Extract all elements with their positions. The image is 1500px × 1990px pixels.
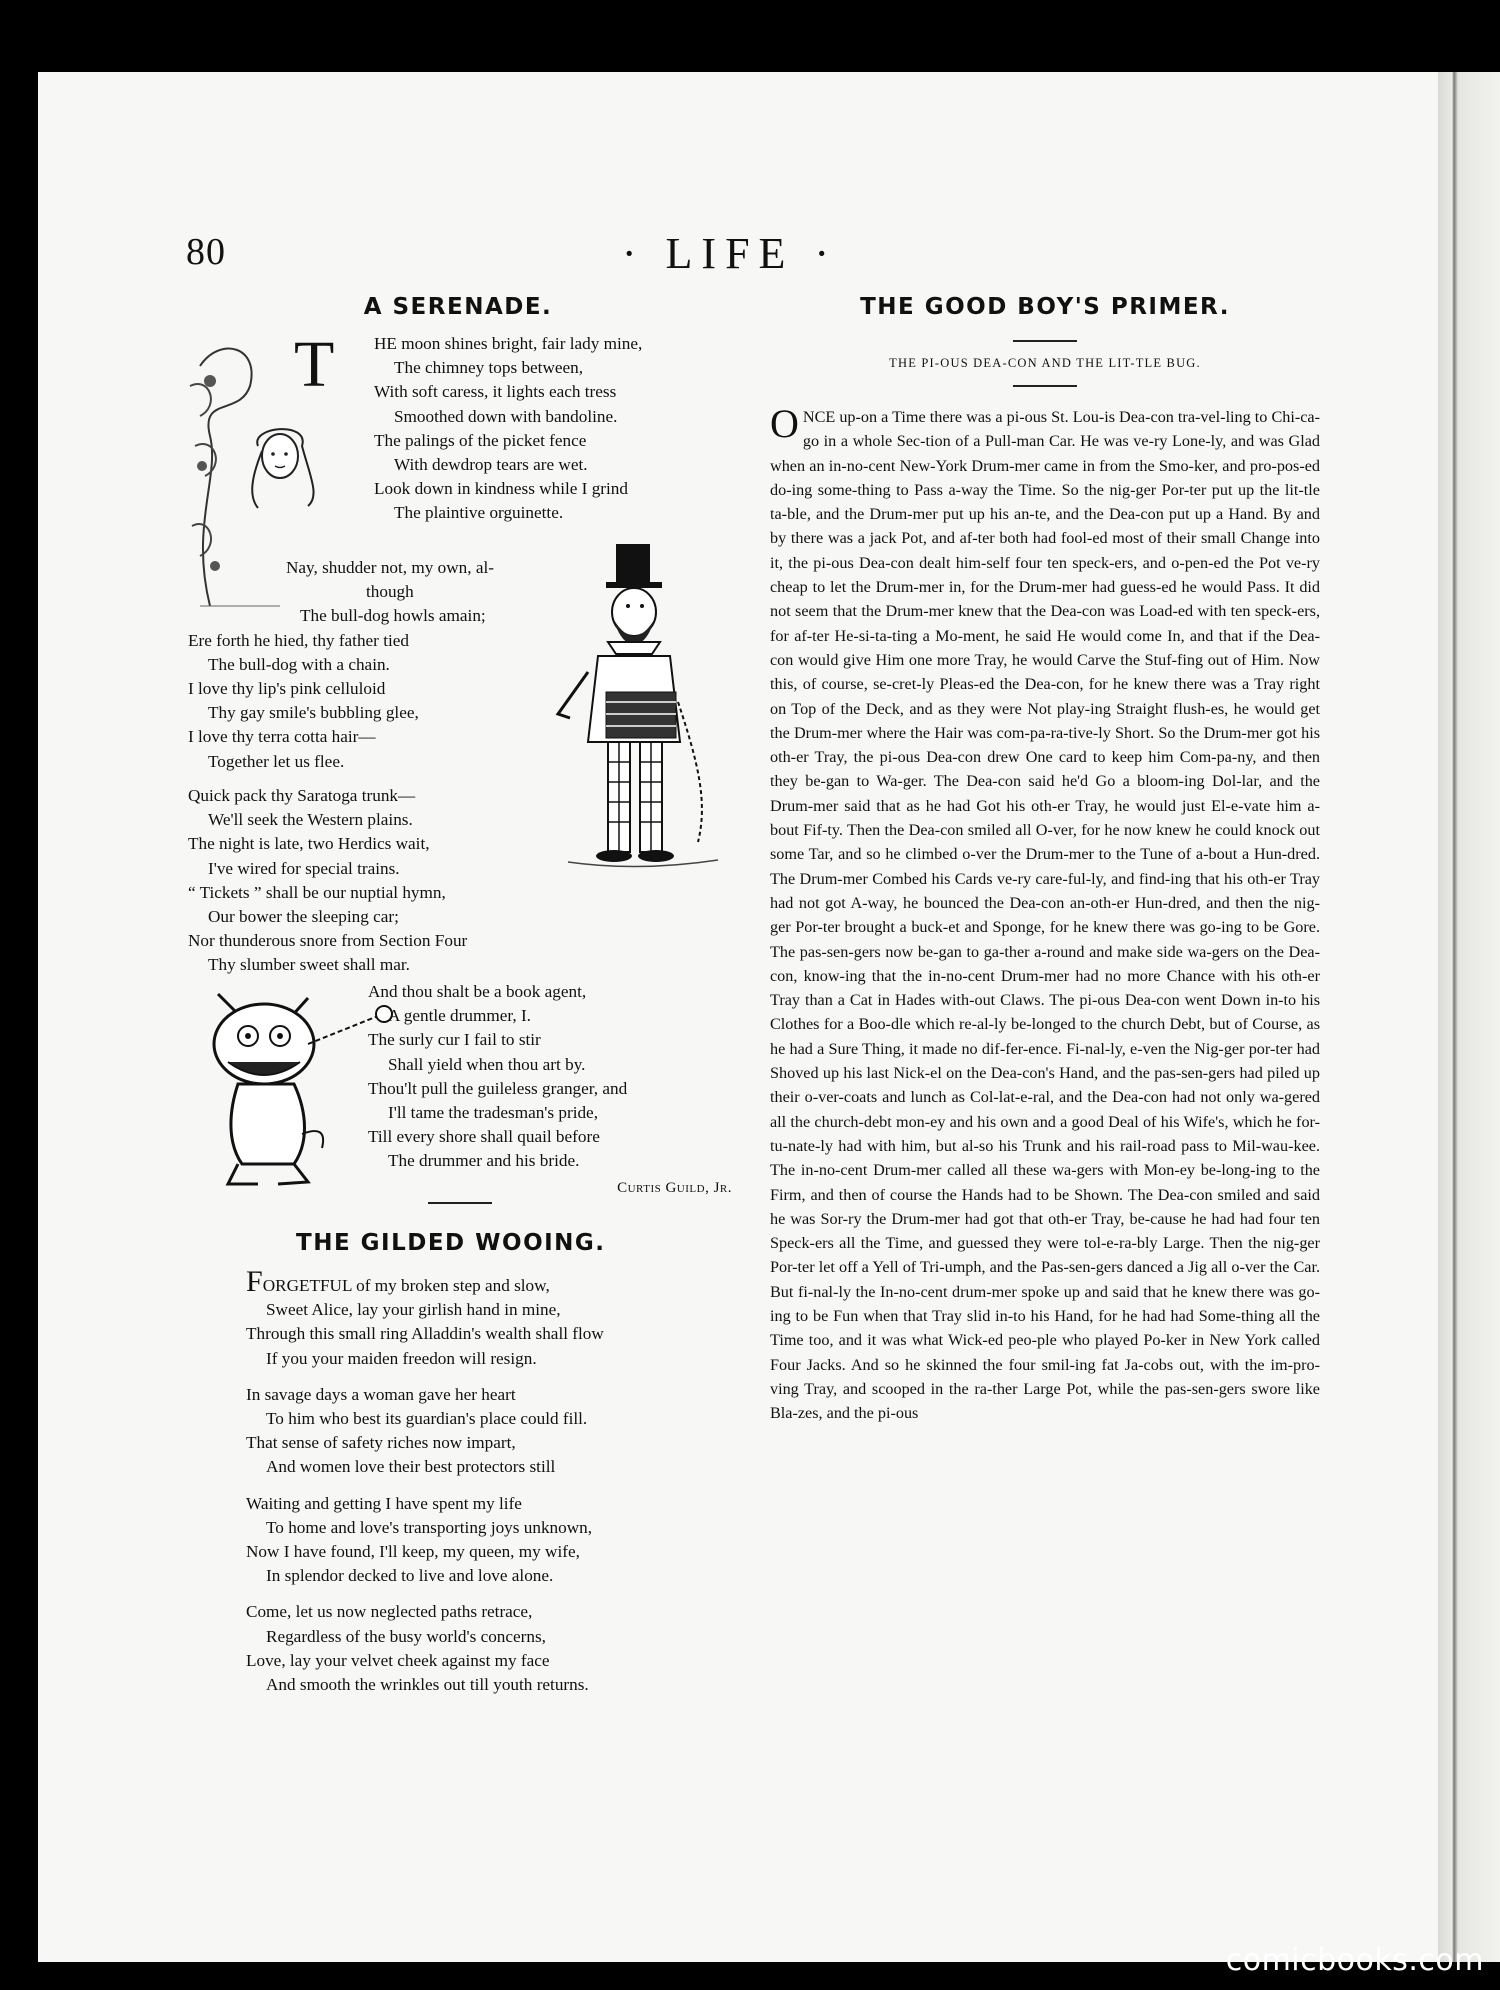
verse-line: Sweet Alice, lay your girlish hand in mine, xyxy=(266,1300,561,1320)
verse-line: Come, let us now neglected paths retrace, xyxy=(246,1602,533,1622)
verse-line: Smoothed down with bandoline. xyxy=(394,406,618,426)
verse-line: I love thy lip's pink celluloid xyxy=(188,679,386,699)
verse-line: If you your maiden freedon will resign. xyxy=(266,1348,537,1368)
verse-line: The plaintive orguinette. xyxy=(394,503,564,523)
verse-line: Nay, shudder not, my own, al- xyxy=(286,558,494,577)
serenade-author: Curtis Guild, Jr. xyxy=(617,1179,732,1196)
verse-line: Thy slumber sweet shall mar. xyxy=(208,955,410,975)
verse-line: Nor thunderous snore from Section Four xyxy=(188,931,468,951)
verse-line: HE moon shines bright, fair lady mine, xyxy=(374,334,643,353)
subtitle-rule xyxy=(1013,385,1077,387)
verse-line: Waiting and getting I have spent my life xyxy=(246,1493,522,1513)
verse-line: The night is late, two Herdics wait, xyxy=(188,834,430,854)
verse-line: ORGETFUL of my broken step and slow, xyxy=(262,1276,550,1295)
verse-line: And smooth the wrinkles out till youth returns. xyxy=(266,1675,589,1695)
verse-line: The surly cur I fail to stir xyxy=(368,1030,541,1050)
serenade-stanza-1-block xyxy=(188,328,728,528)
facing-page-edge xyxy=(1438,72,1500,1962)
serenade-stanza-2 xyxy=(188,556,548,774)
serenade-stanza-4 xyxy=(368,980,732,1200)
left-column xyxy=(188,290,732,1709)
verse-line: The chimney tops between, xyxy=(394,358,584,378)
serenade-dropcap: T xyxy=(294,328,335,401)
verse-line: To home and love's transporting joys unknown, xyxy=(266,1517,593,1537)
verse-line: “ Tickets ” shall be our nuptial hymn, xyxy=(188,882,446,902)
title-rule xyxy=(1013,340,1077,342)
verse-line: In splendor decked to live and love alone. xyxy=(266,1566,554,1586)
verse-line: The palings of the picket fence xyxy=(374,430,587,450)
verse-line: We'll seek the Western plains. xyxy=(208,810,413,830)
verse-line: though xyxy=(366,582,414,602)
verse-line: Quick pack thy Saratoga trunk— xyxy=(188,786,416,805)
primer-subtitle: THE PI-OUS DEA-CON AND THE LIT-TLE BUG. xyxy=(889,356,1201,370)
verse-line: Till every shore shall quail before xyxy=(368,1127,600,1147)
verse-line: Thy gay smile's bubbling glee, xyxy=(208,703,419,723)
verse-line: That sense of safety riches now impart, xyxy=(246,1433,516,1453)
gilded-wooing-poem xyxy=(188,1265,728,1697)
verse-line: Through this small ring Alladdin's wealth shall flow xyxy=(246,1324,604,1344)
primer-dropcap: O xyxy=(770,401,799,446)
verse-line: The bull-dog with a chain. xyxy=(208,654,390,674)
verse-line: And women love their best protectors still xyxy=(266,1457,556,1477)
gilded-stanza-4 xyxy=(246,1600,728,1697)
gilded-dropcap: F xyxy=(246,1265,263,1298)
serenade-stanza-1 xyxy=(374,332,734,526)
verse-line: Thou'lt pull the guileless granger, and xyxy=(368,1078,628,1098)
gilded-stanza-2 xyxy=(246,1383,728,1480)
verse-line: Ere forth he hied, thy father tied xyxy=(188,630,409,650)
verse-line: I love thy terra cotta hair— xyxy=(188,727,376,747)
verse-line: To him who best its guardian's place could fill. xyxy=(266,1409,588,1429)
verse-line: And thou shalt be a book agent, xyxy=(368,982,587,1001)
verse-line: In savage days a woman gave her heart xyxy=(246,1384,516,1404)
serenade-stanza-3 xyxy=(188,784,548,978)
page-number: 80 xyxy=(186,231,226,273)
verse-line: Our bower the sleeping car; xyxy=(208,907,399,927)
serenade-title: A SERENADE. xyxy=(363,294,553,320)
verse-line: With dewdrop tears are wet. xyxy=(394,455,588,475)
verse-line: The drummer and his bride. xyxy=(388,1151,580,1171)
primer-title: THE GOOD BOY'S PRIMER. xyxy=(860,294,1230,320)
primer-body-text: NCE up-on a Time there was a pi-ous St. Lou-is Dea-con tra-vel-ling to Chi-ca-go in a whole Sec-tion of a Pull-man Car. He was ve-ry Lone-ly, and was Glad when an in-no-cent New-York Drum-mer came in from the Smo-ker, and pro-pos-ed do-ing some-thing to Pass a-way the Time. So the nig-ger Por-ter put up the lit-tle ta-ble, and the Drum-mer put up his an-te, and the Dea-con put up a Hand. By and by there was a jack Pot, and af-ter both had fool-ed most of their small Change into it, the pi-ous Dea-con dealt him-self four ten speck-ers, and o-pen-ed the Pot ve-ry cheap to let the Drum-mer in, for the Drum-mer had guess-ed he would Pass. It did not seem that the Drum-mer knew that the Dea-con was Load-ed with ten speck-ers, for af-ter He-si-ta-ting a Mo-ment, he said He would come In, and that if the Dea-con would give Him one more Tray, he would Carve the Stuf-fing out of Him. Now this, of course, se-cret-ly Pleas-ed the Dea-con, for he knew there was a Tray right on Top of the Deck, and as they were Not play-ing Straight flush-es, he would get the Drum-mer where the Hair was com-pa-ra-tive-ly Short. So the Drum-mer got his oth-er Tray, the pi-ous Dea-con drew One card to keep him Com-pa-ny, and then they be-gan to Wa-ger. The Dea-con said he'd Go a bloom-ing Dol-lar, and the Drum-mer said that as he had Got his oth-er Tray, he would just El-e-vate him a-bout Fif-ty. Then the Dea-con smiled all O-ver, for he now knew he could knock out some Tar, and so he climbed o-ver the Drum-mer to the Tune of a-bout a Hun-dred. The Drum-mer Combed his Cards ve-ry care-ful-ly, and find-ing that his oth-er Tray had not got A-way, he bounced the Dea-con an-oth-er Hun-dred, and then the nig-ger Por-ter brought a buck-et and Sponge, for he knew there was go-ing to be Gore. The pas-sen-gers now be-gan to ga-ther a-round and make side wa-gers on the Dea-con, know-ing that the in-no-cent Drum-mer had no more Chance with his oth-er Tray than a Cat in Hades with-out Claws. The pi-ous Dea-con went Down in-to his Clothes for a Boo-dle which re-al-ly be-longed to the church Debt, but of Course, as he had a Sure Thing, it made no dif-fer-ence. Fi-nal-ly, e-ven the Nig-ger por-ter had Shoved up his last Nick-el on the Dea-con's Hand, and the pas-sen-gers had piled up their o-ver-coats and lunch as Col-lat-e-ral, and the Dea-con had not only wa-gered all the church-debt mon-ey and his own and a good Deal of his Wife's, which he for-tu-nate-ly had with him, but al-so his Trunk and his rail-road pass to Mil-wau-kee. The in-no-cent Drum-mer called all these wa-gers with Mon-ey be-long-ing to the Firm, and then of course the Hands had to be Shown. The Dea-con smiled and said he was Sor-ry the Drum-mer had got that oth-er Tray, be-cause he had had four ten Speck-ers all the Time, and guessed they were tol-e-ra-bly Large. Then the nig-ger Por-ter let off a Yell of Tri-umph, and the Pas-sen-gers danced a Jig all o-ver the Car. But fi-nal-ly the In-no-cent drum-mer spoke up and said that he knew there was go-ing to be Fun when that Tray slid in-to his Hand, for he had had Some-thing all the Time too, and it was what Wick-ed peo-ple who played Po-ker in New York called Four Jacks. And so he skinned the four smil-ing fat Ja-cobs out, with the im-pro-ving Tray, and scooped in the ra-ther Large Pot, while the pas-sen-gers swore like Bla-zes, and the pi-ous xyxy=(770,408,1320,1423)
verse-line: I'll tame the tradesman's pride, xyxy=(388,1103,598,1123)
verse-line: Regardless of the busy world's concerns, xyxy=(266,1626,546,1646)
verse-line: Look down in kindness while I grind xyxy=(374,479,628,499)
verse-line: The bull-dog howls amain; xyxy=(300,606,486,626)
drummer-figure-illustration xyxy=(548,542,728,882)
gilded-stanza-3 xyxy=(246,1492,728,1589)
right-column xyxy=(770,290,1320,1425)
serenade-middle-block xyxy=(188,556,732,1196)
verse-line: I've wired for special trains. xyxy=(208,858,400,878)
watermark: comicbooks.com xyxy=(1225,1943,1484,1978)
masthead-title: · LIFE · xyxy=(621,229,839,278)
verse-line: Shall yield when thou art by. xyxy=(388,1054,586,1074)
section-divider xyxy=(428,1202,492,1204)
primer-body xyxy=(770,401,1320,1425)
gilded-stanza-1 xyxy=(246,1265,728,1371)
verse-line: With soft caress, it lights each tress xyxy=(374,382,617,402)
verse-line: A gentle drummer, I. xyxy=(388,1006,531,1026)
verse-line: Love, lay your velvet cheek against my face xyxy=(246,1650,550,1670)
gilded-wooing-title: THE GILDED WOOING. xyxy=(296,1230,606,1256)
verse-line: Together let us flee. xyxy=(208,751,345,771)
verse-line: Now I have found, I'll keep, my queen, my wife, xyxy=(246,1542,580,1562)
